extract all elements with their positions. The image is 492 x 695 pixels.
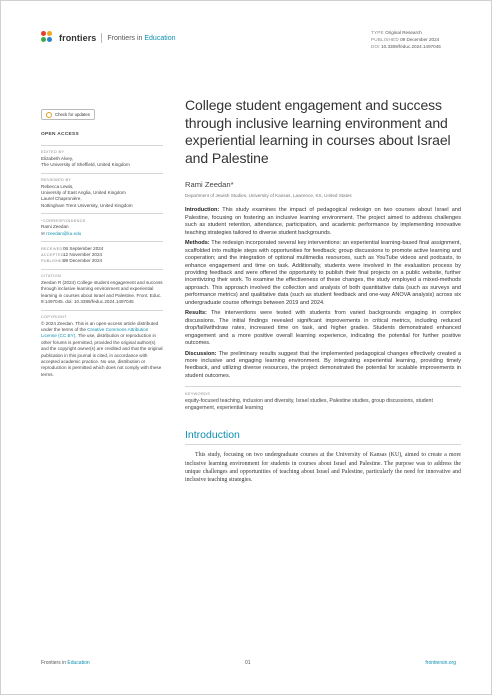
article-dates: RECEIVED 06 September 2024 ACCEPTED 12 November 2024 PUBLISHED 09 December 2024: [41, 245, 104, 264]
check-updates-button[interactable]: Check for updates: [41, 109, 95, 120]
email-icon: ✉: [41, 230, 45, 236]
abstract: [185, 207, 461, 380]
abstract-methods: Methods: The redesign incorporated several key interventions: an experiential learning-based final assignment, scaffolded into multiple steps with opportunities for feedback; group discussions to promote active learning and cooperation; and the integration of optional multimedia resources, such as YouTube videos and podcasts, to enhance engagement and time on task. Additionally, students were involved in the evaluation process by providing feedback and were offered the opportunity to publish their final projects on a public website, further incentivizing their work. To examine the effectiveness of these changes, the study employed a mixed-methods approach. This approach involved the collection and analysis of both quantitative data (such as surveys and performance metrics) and qualitative data (such as student feedback and one-way ANOVA analysis) across six undergraduate course offerings between 2019 and 2024.: [185, 240, 461, 306]
footer-journal[interactable]: Frontiers in Education: [41, 660, 90, 666]
correspondence-email[interactable]: rzeedan@ku.edu: [46, 230, 82, 236]
frontiers-logo-icon: [41, 31, 55, 45]
keywords: equity-focused teaching, inclusion and diversity, Israel studies, Palestine studies, group discussions, student engagement, experiential learning: [185, 397, 433, 412]
keywords-label: KEYWORDS: [185, 390, 211, 396]
reviewed-by: REVIEWED BY Rebecca Lewis, University of East Anglia, United Kingdom Laurel Chapronière, Nottingham Trent University, United Kingdom: [41, 177, 133, 208]
introduction-body: This study, focusing on two undergraduate courses at the University of Kansas (KU), aimed to create a more inclusive learning environment for students in courses about Israel and Palestine. The purpose was to address the unique challenges and opportunities of teaching about Israel and Palestine, particularly the need for innovative and inclusive teaching strategies.: [185, 452, 461, 484]
check-updates-icon: [46, 112, 52, 118]
open-access-label: OPEN ACCESS: [41, 132, 80, 138]
correspondence: *CORRESPONDENCE Rami Zeedan ✉ rzeedan@ku.edu: [41, 217, 86, 236]
page-header: [41, 29, 456, 55]
article-title: College student engagement and success through inclusive learning environment and experiential learning in courses about Israel and Palestine: [185, 97, 451, 166]
author-affiliation: Department of Jewish Studies, University of Kansas, Lawrence, KS, United States: [185, 193, 352, 199]
abstract-introduction: Introduction: This study examines the impact of pedagogical redesign on two courses about Israel and Palestine, focusing on fostering an inclusive learning environment. The project aimed to address challenges such as student retention, attendance, participation, and academic performance by implementing innovative teaching strategies tailored to diverse student backgrounds.: [185, 207, 461, 236]
citation: CITATION Zeedan R (2024) College student engagement and success through inclusive learning environment and experiential learning in courses about Israel and Palestine. Front. Educ. 9:1497045. doi: 10.3389/feduc.2024.1497045: [41, 273, 163, 305]
header-divider: [101, 33, 102, 43]
article-meta: TYPE Original Research PUBLISHED 09 December 2024 DOI 10.3389/feduc.2024.1497045: [371, 30, 441, 50]
author-name[interactable]: Rami Zeedan*: [185, 180, 234, 190]
introduction-heading: Introduction: [185, 428, 240, 441]
article-main: [185, 97, 461, 485]
journal-name: Frontiers in Education: [107, 34, 176, 42]
abstract-discussion: Discussion: The preliminary results suggest that the implemented pedagogical changes effectively created a more inclusive and engaging learning environment. By integrating experiential learning, providing timely feedback, and utilizing diverse resources, the project demonstrated the potential for scalable improvements in student outcomes.: [185, 350, 461, 379]
footer-site-link[interactable]: frontiersin.org: [425, 660, 456, 666]
page-number: 01: [245, 660, 251, 666]
edited-by: EDITED BY Elizabeth Alvey, The University of Sheffield, United Kingdom: [41, 149, 130, 168]
frontiers-logo[interactable]: [41, 31, 176, 45]
article-sidebar: [41, 109, 163, 382]
logo-text: frontiers: [59, 33, 97, 43]
copyright: COPYRIGHT © 2024 Zeedan. This is an open-access article distributed under the terms of the Creative Commons Attribution License (CC BY). The use, distribution or reproduction in other forums is permitted, provided the original author(s) and the copyright owner(s) are credited and that the original publication in this journal is cited, in accordance with accepted academic practice. No use, distribution or reproduction is permitted which does not comply with these terms.: [41, 314, 163, 377]
abstract-results: Results: The interventions were tested with students from varied backgrounds engaging in complex discussions. The initial findings revealed significant improvements in critical metrics, including reduced drop/fail/withdraw rates, increased time on task, and higher grades. Students demonstrated enhanced engagement and a more positive overall learning experience, indicating the potential for further positive outcomes.: [185, 310, 461, 347]
cc-license-link[interactable]: Creative Commons Attribution License (CC BY).: [41, 326, 149, 339]
